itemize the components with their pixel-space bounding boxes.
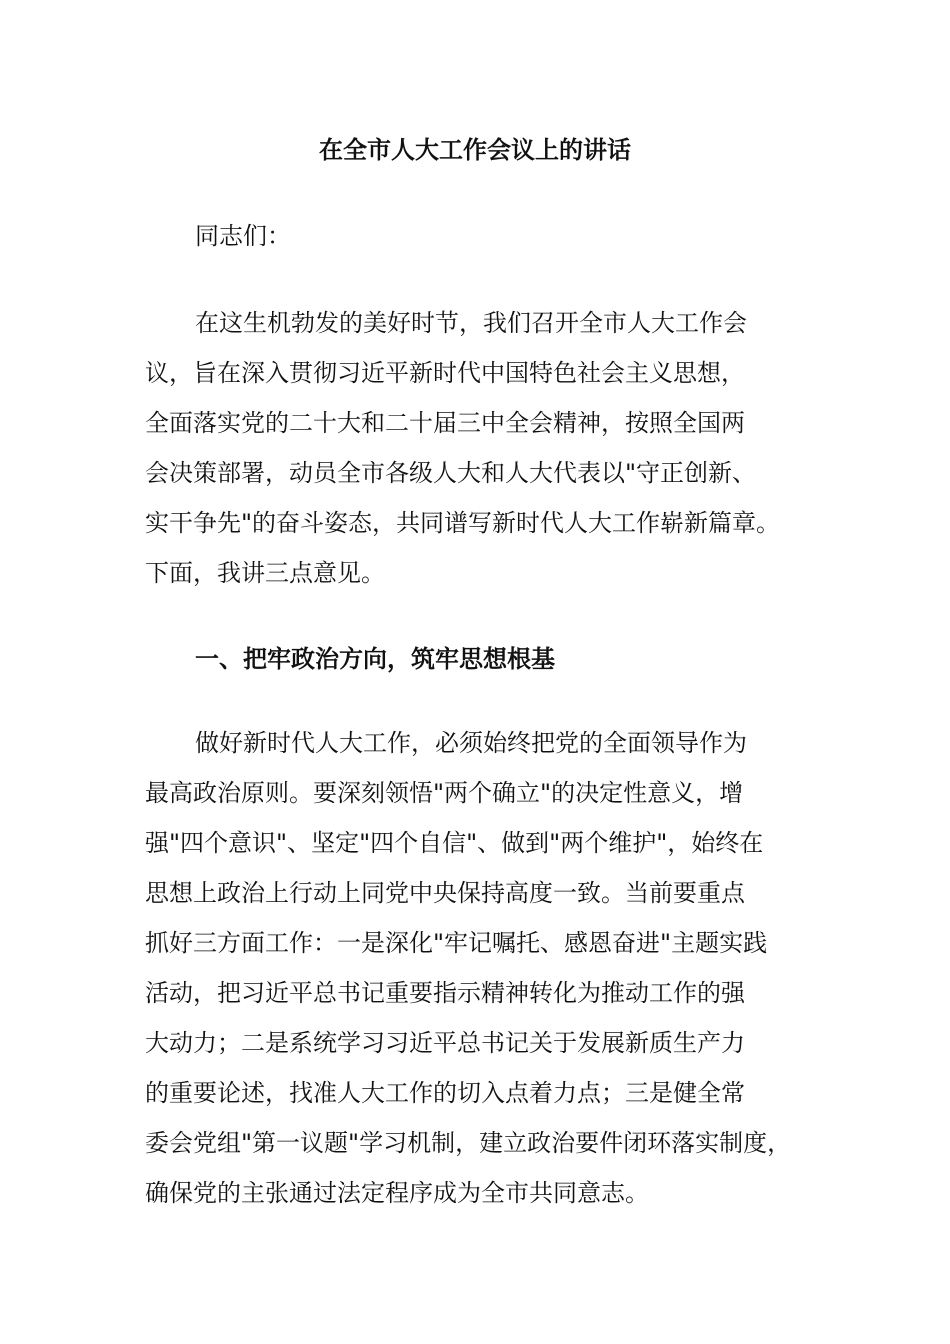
- section1-line: 做好新时代人大工作，必须始终把党的全面领导作为: [195, 729, 747, 757]
- section1-line: 委会党组"第一议题"学习机制，建立政治要件闭环落实制度，: [145, 1129, 792, 1157]
- section1-line: 活动，把习近平总书记重要指示精神转化为推动工作的强: [145, 979, 745, 1007]
- section1-line: 大动力；二是系统学习习近平总书记关于发展新质生产力: [145, 1029, 745, 1057]
- section1-line: 抓好三方面工作：一是深化"牢记嘱托、感恩奋进"主题实践: [145, 929, 768, 957]
- intro-line: 议，旨在深入贯彻习近平新时代中国特色社会主义思想，: [145, 359, 745, 387]
- document-title: 在全市人大工作会议上的讲话: [319, 136, 631, 164]
- section1-line: 强"四个意识"、坚定"四个自信"、做到"两个维护"，始终在: [145, 829, 764, 857]
- intro-line: 全面落实党的二十大和二十届三中全会精神，按照全国两: [145, 409, 745, 437]
- intro-line: 实干争先"的奋斗姿态，共同谱写新时代人大工作崭新篇章。: [145, 509, 781, 537]
- section1-line: 最高政治原则。要深刻领悟"两个确立"的决定性意义，增: [145, 779, 744, 807]
- section-heading: 一、把牢政治方向，筑牢思想根基: [195, 645, 555, 673]
- salutation: 同志们：: [195, 222, 291, 250]
- intro-line: 在这生机勃发的美好时节，我们召开全市人大工作会: [195, 309, 747, 337]
- section1-line: 思想上政治上行动上同党中央保持高度一致。当前要重点: [145, 879, 745, 907]
- section1-line: 的重要论述，找准人大工作的切入点着力点；三是健全常: [145, 1079, 745, 1107]
- intro-line: 会决策部署，动员全市各级人大和人大代表以"守正创新、: [145, 459, 757, 487]
- section1-line: 确保党的主张通过法定程序成为全市共同意志。: [145, 1179, 649, 1207]
- intro-line: 下面，我讲三点意见。: [145, 559, 385, 587]
